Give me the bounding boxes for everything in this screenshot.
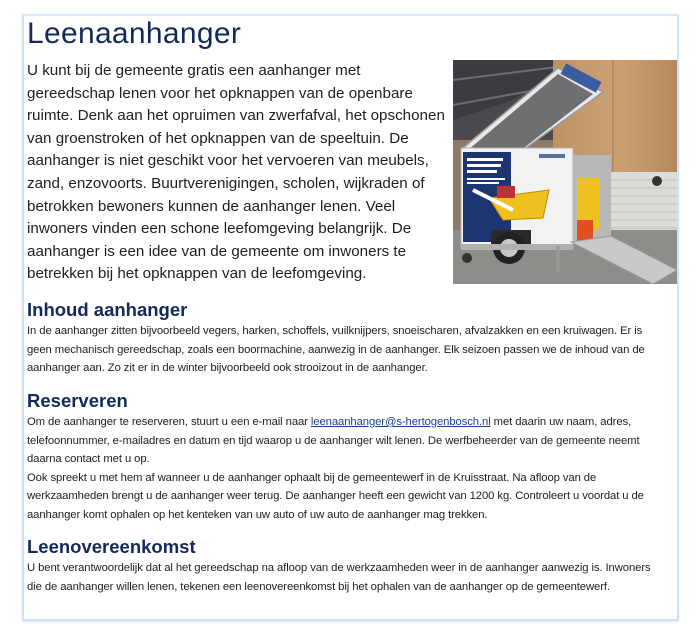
reserveren-paragraph-2: Ook spreekt u met hem af wanneer u de aanhanger ophaalt bij de gemeentewerf in de Kruisstraat. Na afloop van de werkzaamheden brengt u de aanhanger weer terug. De aanhanger heeft een gewicht van 1200 kg. Controleert u voordat u de aanhanger komt ophalen op het kenteken van uw auto of uw auto de aanhanger mag trekken. (27, 471, 644, 521)
email-link[interactable]: leenaanhanger@s-hertogenbosch.nl (310, 416, 491, 428)
trailer-photo (453, 60, 677, 284)
section-heading-leenovereenkomst: Leenovereenkomst (27, 536, 196, 557)
section-body-inhoud (27, 322, 667, 378)
page-title: Leenaanhanger (27, 17, 242, 50)
section-body-leenovereenkomst (27, 559, 667, 596)
section-body-reserveren (27, 413, 667, 525)
leenovereenkomst-paragraph: U bent verantwoordelijk dat al het gereedschap na afloop van de werkzaamheden weer in de aanhanger aanwezig is. Inwoners die de aanhanger willen lenen, tekenen een leenovereenkomst bij het ophalen van de aanhanger op de gemeentewerf. (27, 562, 651, 593)
trailer-illustration (453, 60, 677, 284)
inhoud-paragraph: In de aanhanger zitten bijvoorbeeld vegers, harken, schoffels, vuilknijpers, snoeischaren, afvalzakken en een kruiwagen. Er is geen mechanisch gereedschap, zoals een boormachine, aanwezig in de aanhanger. Elk seizoen passen we de inhoud van de aanhanger aan. Zo zit er in de winter bijvoorbeeld ook strooizout in de aanhanger. (27, 325, 645, 375)
intro-paragraph: U kunt bij de gemeente gratis een aanhanger met gereedschap lenen voor het opknappen van de openbare ruimte. Denk aan het opruimen van zwerfafval, het opschonen van groenstroken of het opknappen van de speeltuin. De aanhanger is niet geschikt voor het vervoeren van meubels, zand, enzovoorts. Buurtverenigingen, scholen, wijkraden of betrokken bewoners kunnen de aanhanger lenen. Veel inwoners vinden een schone leefomgeving belangrijk. De aanhanger is een idee van de gemeente om inwoners te betrekken bij het opknappen van de leefomgeving. (27, 62, 445, 283)
section-heading-reserveren: Reserveren (27, 390, 128, 411)
section-heading-inhoud: Inhoud aanhanger (27, 299, 188, 320)
reserveren-text-before-link: Om de aanhanger te reserveren, stuurt u een e-mail naar (27, 416, 311, 428)
reserveren-paragraph-1 (27, 413, 667, 469)
reserveren-text-after-link: met daarin uw naam, adres, telefoonnummer, e-mailadres en datum en tijd waarop u de aanhanger wilt lenen. De werfbeheerder van de gemeente neemt daarna contact met u op. (27, 416, 640, 466)
